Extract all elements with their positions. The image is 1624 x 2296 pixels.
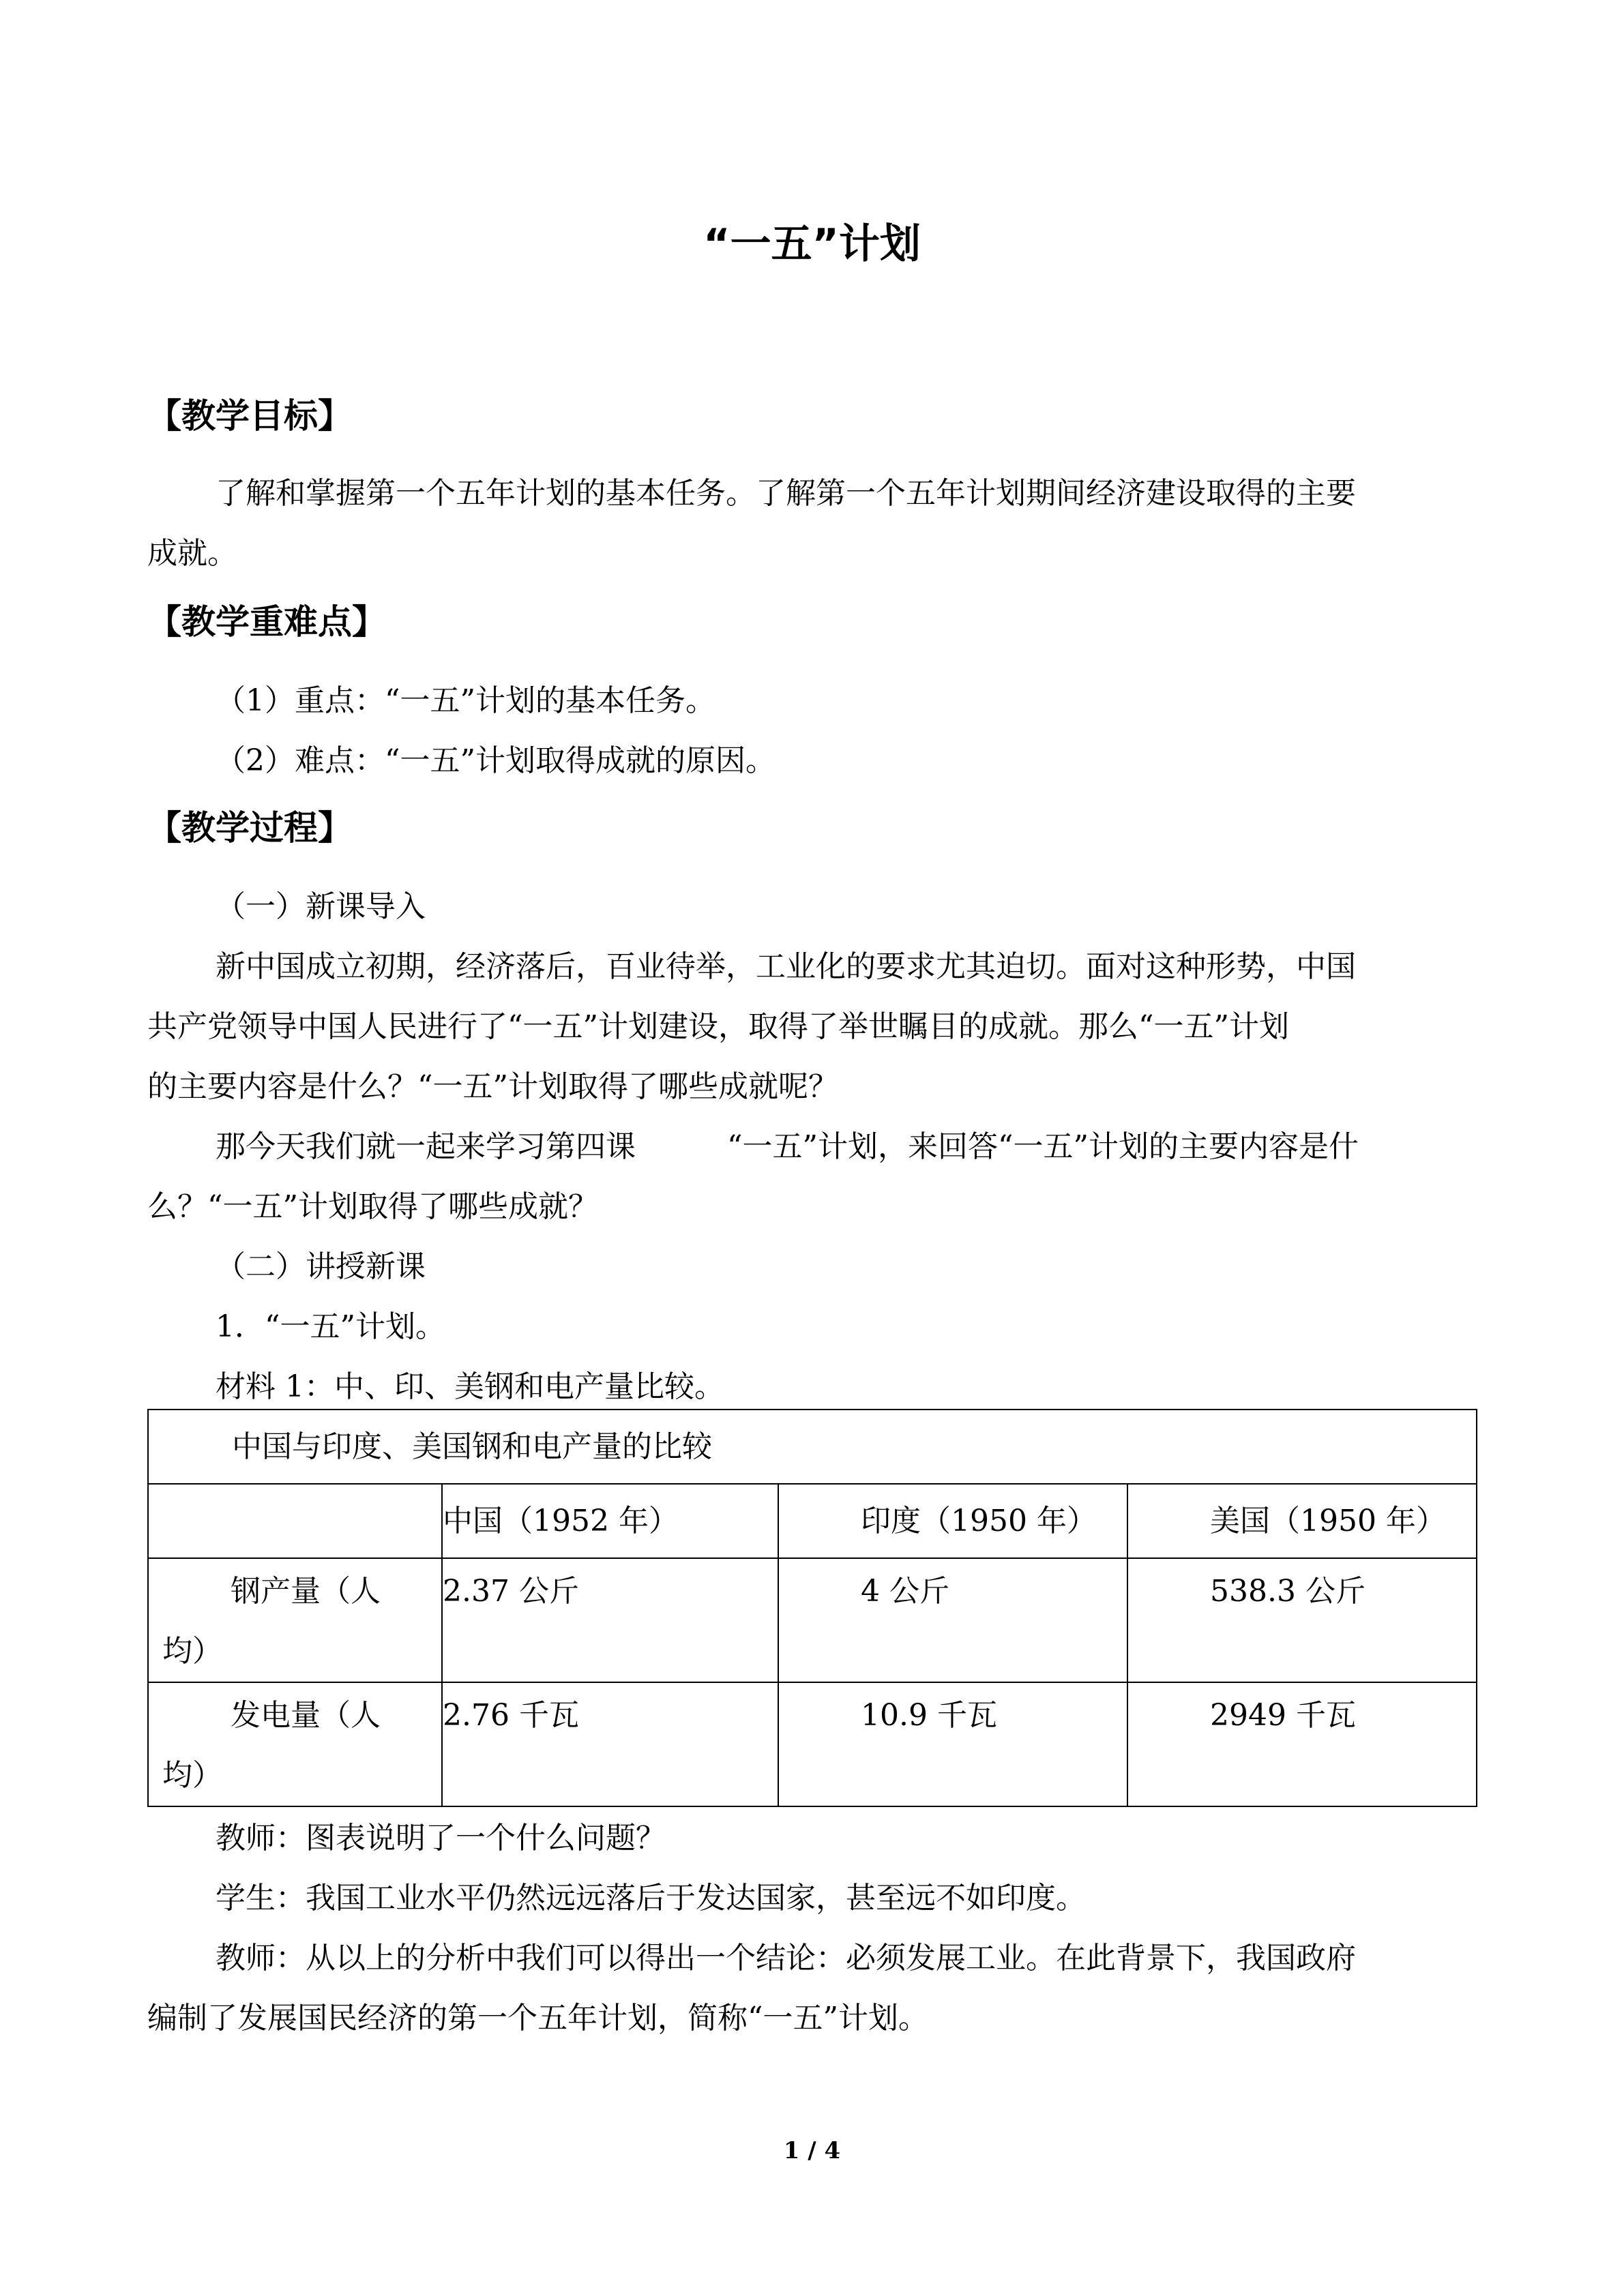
teacher-conclusion-line2: 编制了发展国民经济的第一个五年计划，简称“一五”计划。 <box>147 2001 928 2036</box>
table-cell-usa: 2949 千瓦 <box>1127 1682 1477 1806</box>
page-title: “一五”计划 <box>703 220 921 268</box>
table-row <box>148 1558 1477 1682</box>
table-header-empty <box>148 1484 442 1558</box>
page-number: 1 / 4 <box>783 2137 841 2164</box>
today-paragraph-line1a: 那今天我们就一起来学习第四课 <box>216 1129 636 1164</box>
difficult-point-item: （2）难点：“一五”计划取得成就的原因。 <box>216 743 776 778</box>
row-label-line1: 发电量（人 <box>231 1698 381 1733</box>
table-cell-china: 2.76 千瓦 <box>442 1682 778 1806</box>
today-paragraph-line2: 么？“一五”计划取得了哪些成就？ <box>147 1189 598 1224</box>
teacher-conclusion-line1: 教师：从以上的分析中我们可以得出一个结论：必须发展工业。在此背景下，我国政府 <box>216 1941 1356 1976</box>
objectives-heading: 【教学目标】 <box>147 396 352 436</box>
key-points-heading: 【教学重难点】 <box>147 602 386 642</box>
table-row <box>148 1682 1477 1806</box>
subsection-lecture-heading: （二）讲授新课 <box>216 1249 426 1284</box>
point-one-heading: 1．“一五”计划。 <box>216 1309 445 1344</box>
table-caption: 中国与印度、美国钢和电产量的比较 <box>148 1410 1477 1484</box>
row-label-line2: 均） <box>162 1634 222 1669</box>
intro-paragraph-line2: 共产党领导中国人民进行了“一五”计划建设，取得了举世瞩目的成就。那么“一五”计划 <box>147 1009 1289 1044</box>
teacher-question: 教师：图表说明了一个什么问题？ <box>216 1821 666 1855</box>
objectives-paragraph-line1: 了解和掌握第一个五年计划的基本任务。了解第一个五年计划期间经济建设取得的主要 <box>216 476 1356 511</box>
row-label-line1: 钢产量（人 <box>231 1574 381 1609</box>
table-header-india: 印度（1950 年） <box>778 1484 1127 1558</box>
table-cell-china: 2.37 公斤 <box>442 1558 778 1682</box>
table-row-label <box>148 1558 442 1682</box>
table-row-label <box>148 1682 442 1806</box>
table-cell-india: 4 公斤 <box>778 1558 1127 1682</box>
process-heading: 【教学过程】 <box>147 808 352 848</box>
material-caption: 材料 1：中、印、美钢和电产量比较。 <box>216 1369 724 1404</box>
intro-paragraph-line1: 新中国成立初期，经济落后，百业待举，工业化的要求尤其迫切。面对这种形势，中国 <box>216 949 1356 984</box>
table-header-usa: 美国（1950 年） <box>1127 1484 1477 1558</box>
today-paragraph-line1b: “一五”计划，来回答“一五”计划的主要内容是什 <box>727 1129 1359 1164</box>
key-point-item: （1）重点：“一五”计划的基本任务。 <box>216 683 715 718</box>
table-header-china: 中国（1952 年） <box>442 1484 778 1558</box>
comparison-table <box>147 1409 1477 1807</box>
row-label-line2: 均） <box>162 1758 222 1793</box>
table-header-row <box>148 1484 1477 1558</box>
table-cell-india: 10.9 千瓦 <box>778 1682 1127 1806</box>
table-caption-row <box>148 1410 1477 1484</box>
objectives-paragraph-line2: 成就。 <box>147 536 237 571</box>
student-answer: 学生：我国工业水平仍然远远落后于发达国家，甚至远不如印度。 <box>216 1881 1086 1915</box>
table-cell-usa: 538.3 公斤 <box>1127 1558 1477 1682</box>
subsection-intro-heading: （一）新课导入 <box>216 889 426 924</box>
intro-paragraph-line3: 的主要内容是什么？“一五”计划取得了哪些成就呢？ <box>147 1069 838 1104</box>
